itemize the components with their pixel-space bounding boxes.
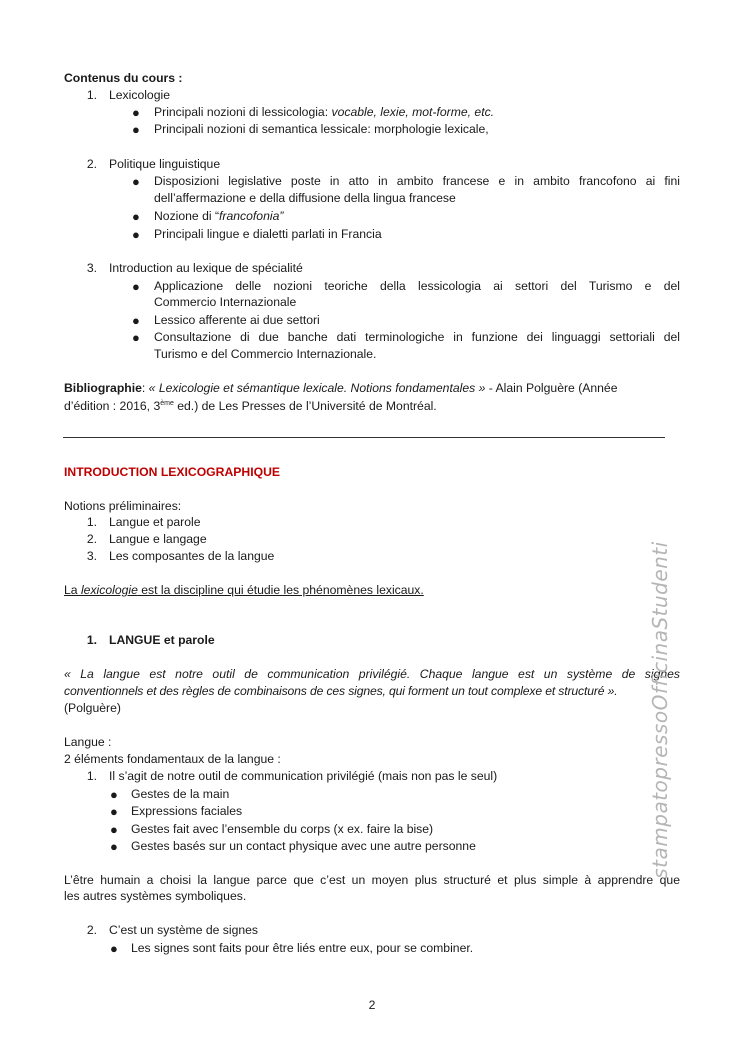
bullet-text: Principali lingue e dialetti parlati in Francia (154, 227, 382, 241)
subsection-number: 1. (86, 633, 97, 647)
contents-heading: Contenus du cours : (64, 71, 183, 85)
prelim-item: Les composantes de la langue (109, 549, 275, 563)
bullet-text: Expressions faciales (131, 804, 243, 818)
item-number: 2. (86, 157, 97, 171)
bullet-icon: ● (132, 330, 140, 345)
langue-label: Langue : (64, 735, 112, 749)
bullet-text: Principali nozioni di semantica lessicale: morphologie lexicale, (154, 122, 489, 136)
bullet-icon: ● (110, 941, 118, 956)
bullet-text: Gestes fait avec l’ensemble du corps (x ex. faire la bise) (131, 822, 434, 836)
page-number: 2 (368, 998, 376, 1012)
bullet-text: Nozione di “francofonia” (154, 209, 284, 223)
bullet-text: Gestes de la main (131, 787, 230, 801)
item-title: Lexicologie (109, 88, 170, 102)
prelim-item: Langue e langage (109, 532, 207, 546)
item-number: 1. (86, 88, 97, 102)
paragraph-line: L’être humain a choisi la langue parce que c’est un moyen plus structuré et plus simple à apprendre que (64, 873, 680, 887)
bullet-text: Disposizioni legislative poste in atto in ambito francese e in ambito francofono ai fini (154, 174, 680, 188)
langue-point: Il s’agit de notre outil de communication privilégié (mais non pas le seul) (109, 769, 498, 783)
horizontal-divider (63, 437, 665, 438)
item-title: Introduction au lexique de spécialité (109, 261, 303, 275)
item-number: 1. (86, 769, 97, 783)
definition: La lexicologie est la discipline qui étudie les phénomènes lexicaux. (64, 583, 424, 597)
bullet-icon: ● (110, 804, 118, 819)
item-number: 2. (86, 532, 97, 546)
item-number: 2. (86, 923, 97, 937)
langue-point: C’est un système de signes (109, 923, 259, 937)
bibliography: Bibliographie: « Lexicologie et sémantique lexicale. Notions fondamentales » - Alain Polguère (Année (64, 381, 618, 395)
bibliography-line-2: d’édition : 2016, 3ème ed.) de Les Presses de l’Université de Montréal. (64, 399, 437, 413)
bullet-icon: ● (132, 209, 140, 224)
bullet-icon: ● (110, 839, 118, 854)
bullet-text: Principali nozioni di lessicologia: vocable, lexie, mot-forme, etc. (154, 105, 495, 119)
bullet-text: Les signes sont faits pour être liés entre eux, pour se combiner. (131, 941, 474, 955)
bullet-text: Turismo e del Commercio Internazionale. (154, 347, 377, 361)
prelim-label: Notions préliminaires: (64, 499, 182, 513)
item-number: 1. (86, 515, 97, 529)
quote-line: conventionnels et des règles de combinaisons de ces signes, qui forment un tout complexe et structuré ». (64, 684, 618, 698)
watermark: stampatopressoOfficinaStudenti (648, 541, 672, 879)
quote-line: « La langue est notre outil de communication privilégié. Chaque langue est un système de signes (64, 667, 680, 681)
bullet-text: Applicazione delle nozioni teoriche della lessicologia ai settori del Turismo e del (154, 279, 680, 293)
subsection-title: LANGUE et parole (109, 633, 215, 647)
bullet-icon: ● (110, 822, 118, 837)
item-number: 3. (86, 549, 97, 563)
bullet-text: Commercio Internazionale (154, 295, 297, 309)
section-title: INTRODUCTION LEXICOGRAPHIQUE (64, 465, 280, 479)
item-number: 3. (86, 261, 97, 275)
quote-author: (Polguère) (64, 701, 121, 715)
bullet-text: dell’affermazione e della diffusione della lingua francese (154, 191, 456, 205)
bullet-icon: ● (132, 227, 140, 242)
bullet-text: Lessico afferente ai due settori (154, 313, 320, 327)
bullet-icon: ● (110, 787, 118, 802)
bullet-text: Consultazione di due banche dati terminologiche in funzione dei linguaggi settoriali del (154, 330, 680, 344)
bullet-icon: ● (132, 174, 140, 189)
bullet-icon: ● (132, 313, 140, 328)
langue-intro: 2 éléments fondamentaux de la langue : (64, 752, 281, 766)
bullet-icon: ● (132, 105, 140, 120)
bullet-icon: ● (132, 122, 140, 137)
prelim-item: Langue et parole (109, 515, 201, 529)
bullet-text: Gestes basés sur un contact physique avec une autre personne (131, 839, 476, 853)
paragraph-line: les autres systèmes symboliques. (64, 889, 247, 903)
item-title: Politique linguistique (109, 157, 221, 171)
bullet-icon: ● (132, 279, 140, 294)
